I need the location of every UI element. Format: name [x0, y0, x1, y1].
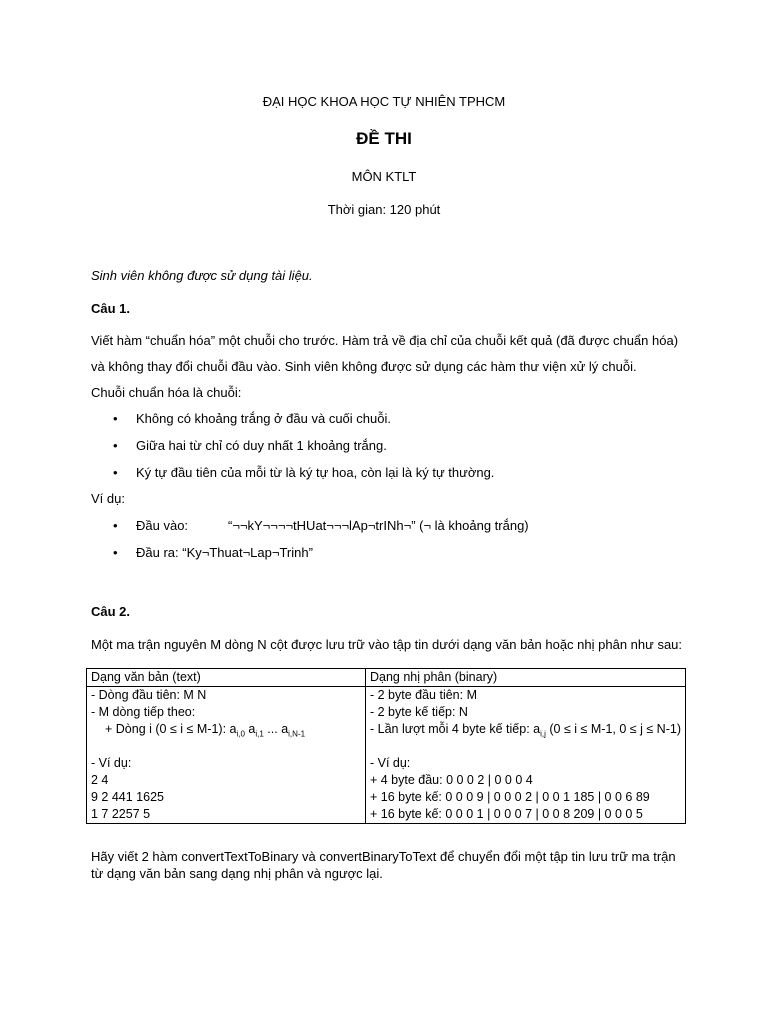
example-output: Đầu ra: “Ky¬Thuat¬Lap¬Trinh” — [136, 545, 313, 560]
bullet-icon: • — [113, 411, 118, 426]
subscript: i,j — [540, 729, 546, 739]
cell-line-formula — [370, 721, 681, 738]
cell-line-formula: + Dòng i (0 ≤ i ≤ M-1): $a_{i,0}$ $a_{i,1}$ ... $a_{i,N-1}$ — [105, 722, 306, 739]
cell-line: - 2 byte đầu tiên: M — [369, 688, 477, 702]
table-header-text-format: Dạng văn bản (text) — [87, 669, 366, 687]
cell-line: + 4 byte đầu: 0 0 0 2 | 0 0 0 4 — [369, 773, 533, 787]
rule-item: Ký tự đầu tiên của mỗi từ là ký tự hoa, còn lại là ký tự thường. — [136, 465, 495, 480]
bullet-icon: • — [113, 545, 118, 560]
cell-line: - Dòng đầu tiên: M N — [91, 688, 207, 702]
question-1-paragraph: và không thay đổi chuỗi đầu vào. Sinh viên không được sử dụng các hàm thư viện xử lý chuỗi. — [91, 359, 637, 374]
cell-line: - 2 byte kế tiếp: N — [369, 705, 468, 719]
rule-item: Giữa hai từ chỉ có duy nhất 1 khoảng trắng. — [136, 438, 387, 453]
bullet-icon: • — [113, 438, 118, 453]
cell-line: + 16 byte kế: 0 0 0 1 | 0 0 0 7 | 0 0 8 209 | 0 0 0 5 — [369, 807, 643, 821]
subscript: i,N-1 — [288, 729, 306, 739]
table-header-binary-format: Dạng nhị phân (binary) — [365, 669, 685, 687]
cell-blank-line — [91, 738, 361, 755]
question-2-task: từ dạng văn bản sang dạng nhị phân và ngược lại. — [91, 866, 383, 881]
cell-line: 9 2 441 1625 — [91, 790, 164, 804]
bullet-icon: • — [113, 518, 118, 533]
exam-title: ĐỀ THI — [356, 129, 412, 148]
exam-duration: Thời gian: 120 phút — [327, 202, 441, 217]
cell-line: + 16 byte kế: 0 0 0 9 | 0 0 0 2 | 0 0 1 185 | 0 0 6 89 — [369, 790, 650, 804]
cell-line: - Ví dụ: — [91, 756, 132, 770]
cell-line: 2 4 — [91, 773, 109, 787]
format-table — [86, 668, 686, 824]
question-2-task: Hãy viết 2 hàm convertTextToBinary và convertBinaryToText để chuyển đổi một tập tin lưu trữ ma trận — [91, 849, 676, 864]
formula-text: (0 ≤ i ≤ M-1, 0 ≤ j ≤ N-1) — [545, 722, 681, 736]
subscript: i,1 — [255, 729, 264, 739]
subject-name: MÔN KTLT — [351, 169, 417, 184]
binary-format-cell — [365, 687, 685, 824]
formula-text: - Lần lượt mỗi 4 byte kế tiếp: a — [369, 722, 541, 736]
subscript: i,0 — [236, 729, 245, 739]
text-format-cell — [87, 687, 366, 824]
exam-note: Sinh viên không được sử dụng tài liệu. — [91, 268, 313, 283]
cell-line: - Ví dụ: — [369, 756, 411, 770]
question-1-paragraph: Chuỗi chuẩn hóa là chuỗi: — [91, 385, 242, 400]
table-row — [87, 687, 686, 824]
example-input-label: Đầu vào: — [136, 518, 189, 533]
cell-line: 1 7 2257 5 — [91, 807, 151, 821]
cell-blank-line — [370, 738, 681, 755]
question-1-paragraph: Viết hàm “chuẩn hóa” một chuỗi cho trước. Hàm trả về địa chỉ của chuỗi kết quả (đã được chuẩn hóa) — [91, 333, 679, 348]
question-2-heading: Câu 2. — [91, 604, 131, 619]
university-name: ĐẠI HỌC KHOA HỌC TỰ NHIÊN TPHCM — [262, 94, 506, 109]
bullet-icon: • — [113, 465, 118, 480]
formula-text: + Dòng i (0 ≤ i ≤ M-1): a — [105, 722, 237, 736]
question-2-intro: Một ma trận nguyên M dòng N cột được lưu trữ vào tập tin dưới dạng văn bản hoặc nhị phân như sau: — [91, 637, 683, 652]
table-header-row — [87, 669, 686, 687]
example-label: Ví dụ: — [91, 491, 125, 506]
rule-item: Không có khoảng trắng ở đầu và cuối chuỗi. — [136, 411, 391, 426]
cell-line: - M dòng tiếp theo: — [91, 705, 196, 719]
example-input-value: “¬¬kY¬¬¬¬tHUat¬¬¬lAp¬trINh¬” (¬ là khoảng trắng) — [228, 518, 529, 533]
question-1-heading: Câu 1. — [91, 301, 131, 316]
